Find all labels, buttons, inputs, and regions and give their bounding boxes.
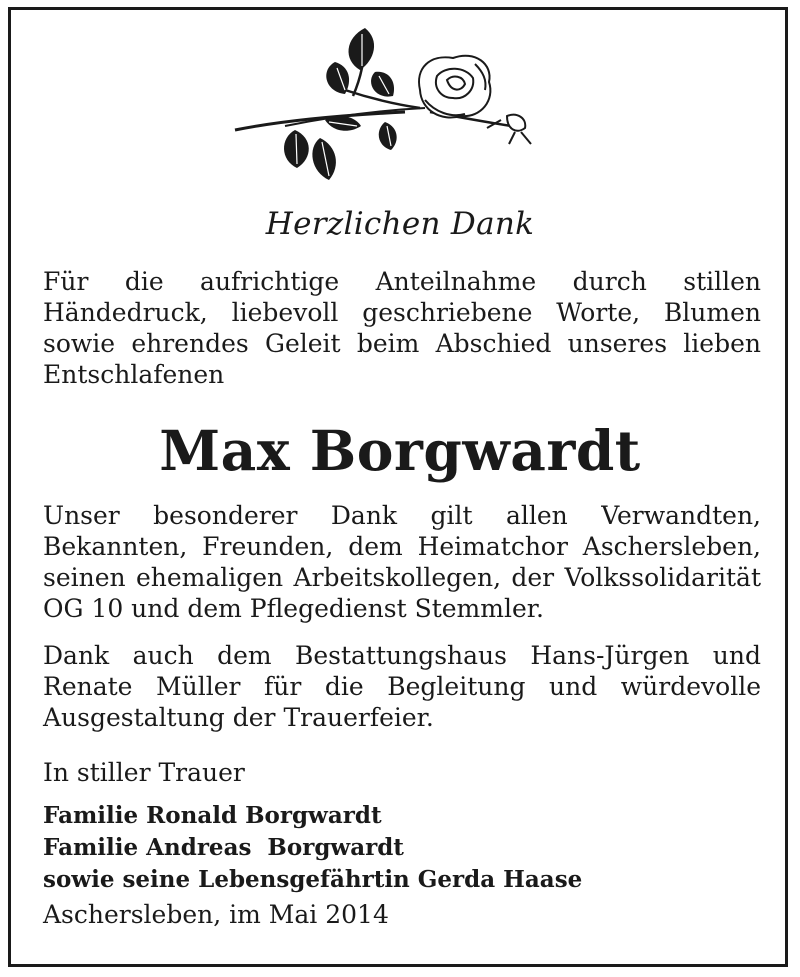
mourning-line: In stiller Trauer	[43, 758, 245, 787]
family-line: Familie Andreas Borgwardt	[43, 834, 404, 861]
notice-heading: Herzlichen Dank	[265, 206, 535, 242]
family-line: Familie Ronald Borgwardt	[43, 802, 382, 829]
family-line: sowie seine Lebensgefährtin Gerda Haase	[43, 866, 583, 893]
thanks-paragraph-2: Dank auch dem Bestattungshaus Hans-Jürgen und Renate Müller für die Begleitung und würdevolle Ausgestaltung der Trauerfeier.	[43, 641, 761, 732]
thanks-paragraph-1: Unser besonderer Dank gilt allen Verwandten, Bekannten, Freunden, dem Heimatchor Aschersleben, seinen ehemaligen Arbeitskollegen, der Volkssolidarität OG 10 und dem Pflegedienst Stemmler.	[43, 501, 761, 623]
family-signatures	[43, 800, 582, 896]
deceased-name: Max Borgwardt	[159, 418, 641, 483]
place-date: Aschersleben, im Mai 2014	[43, 900, 389, 929]
rose-icon	[225, 20, 545, 185]
intro-paragraph: Für die aufrichtige Anteilnahme durch stillen Händedruck, liebevoll geschriebene Worte, Blumen sowie ehrendes Geleit beim Abschied unseres lieben Entschlafenen	[43, 267, 761, 389]
